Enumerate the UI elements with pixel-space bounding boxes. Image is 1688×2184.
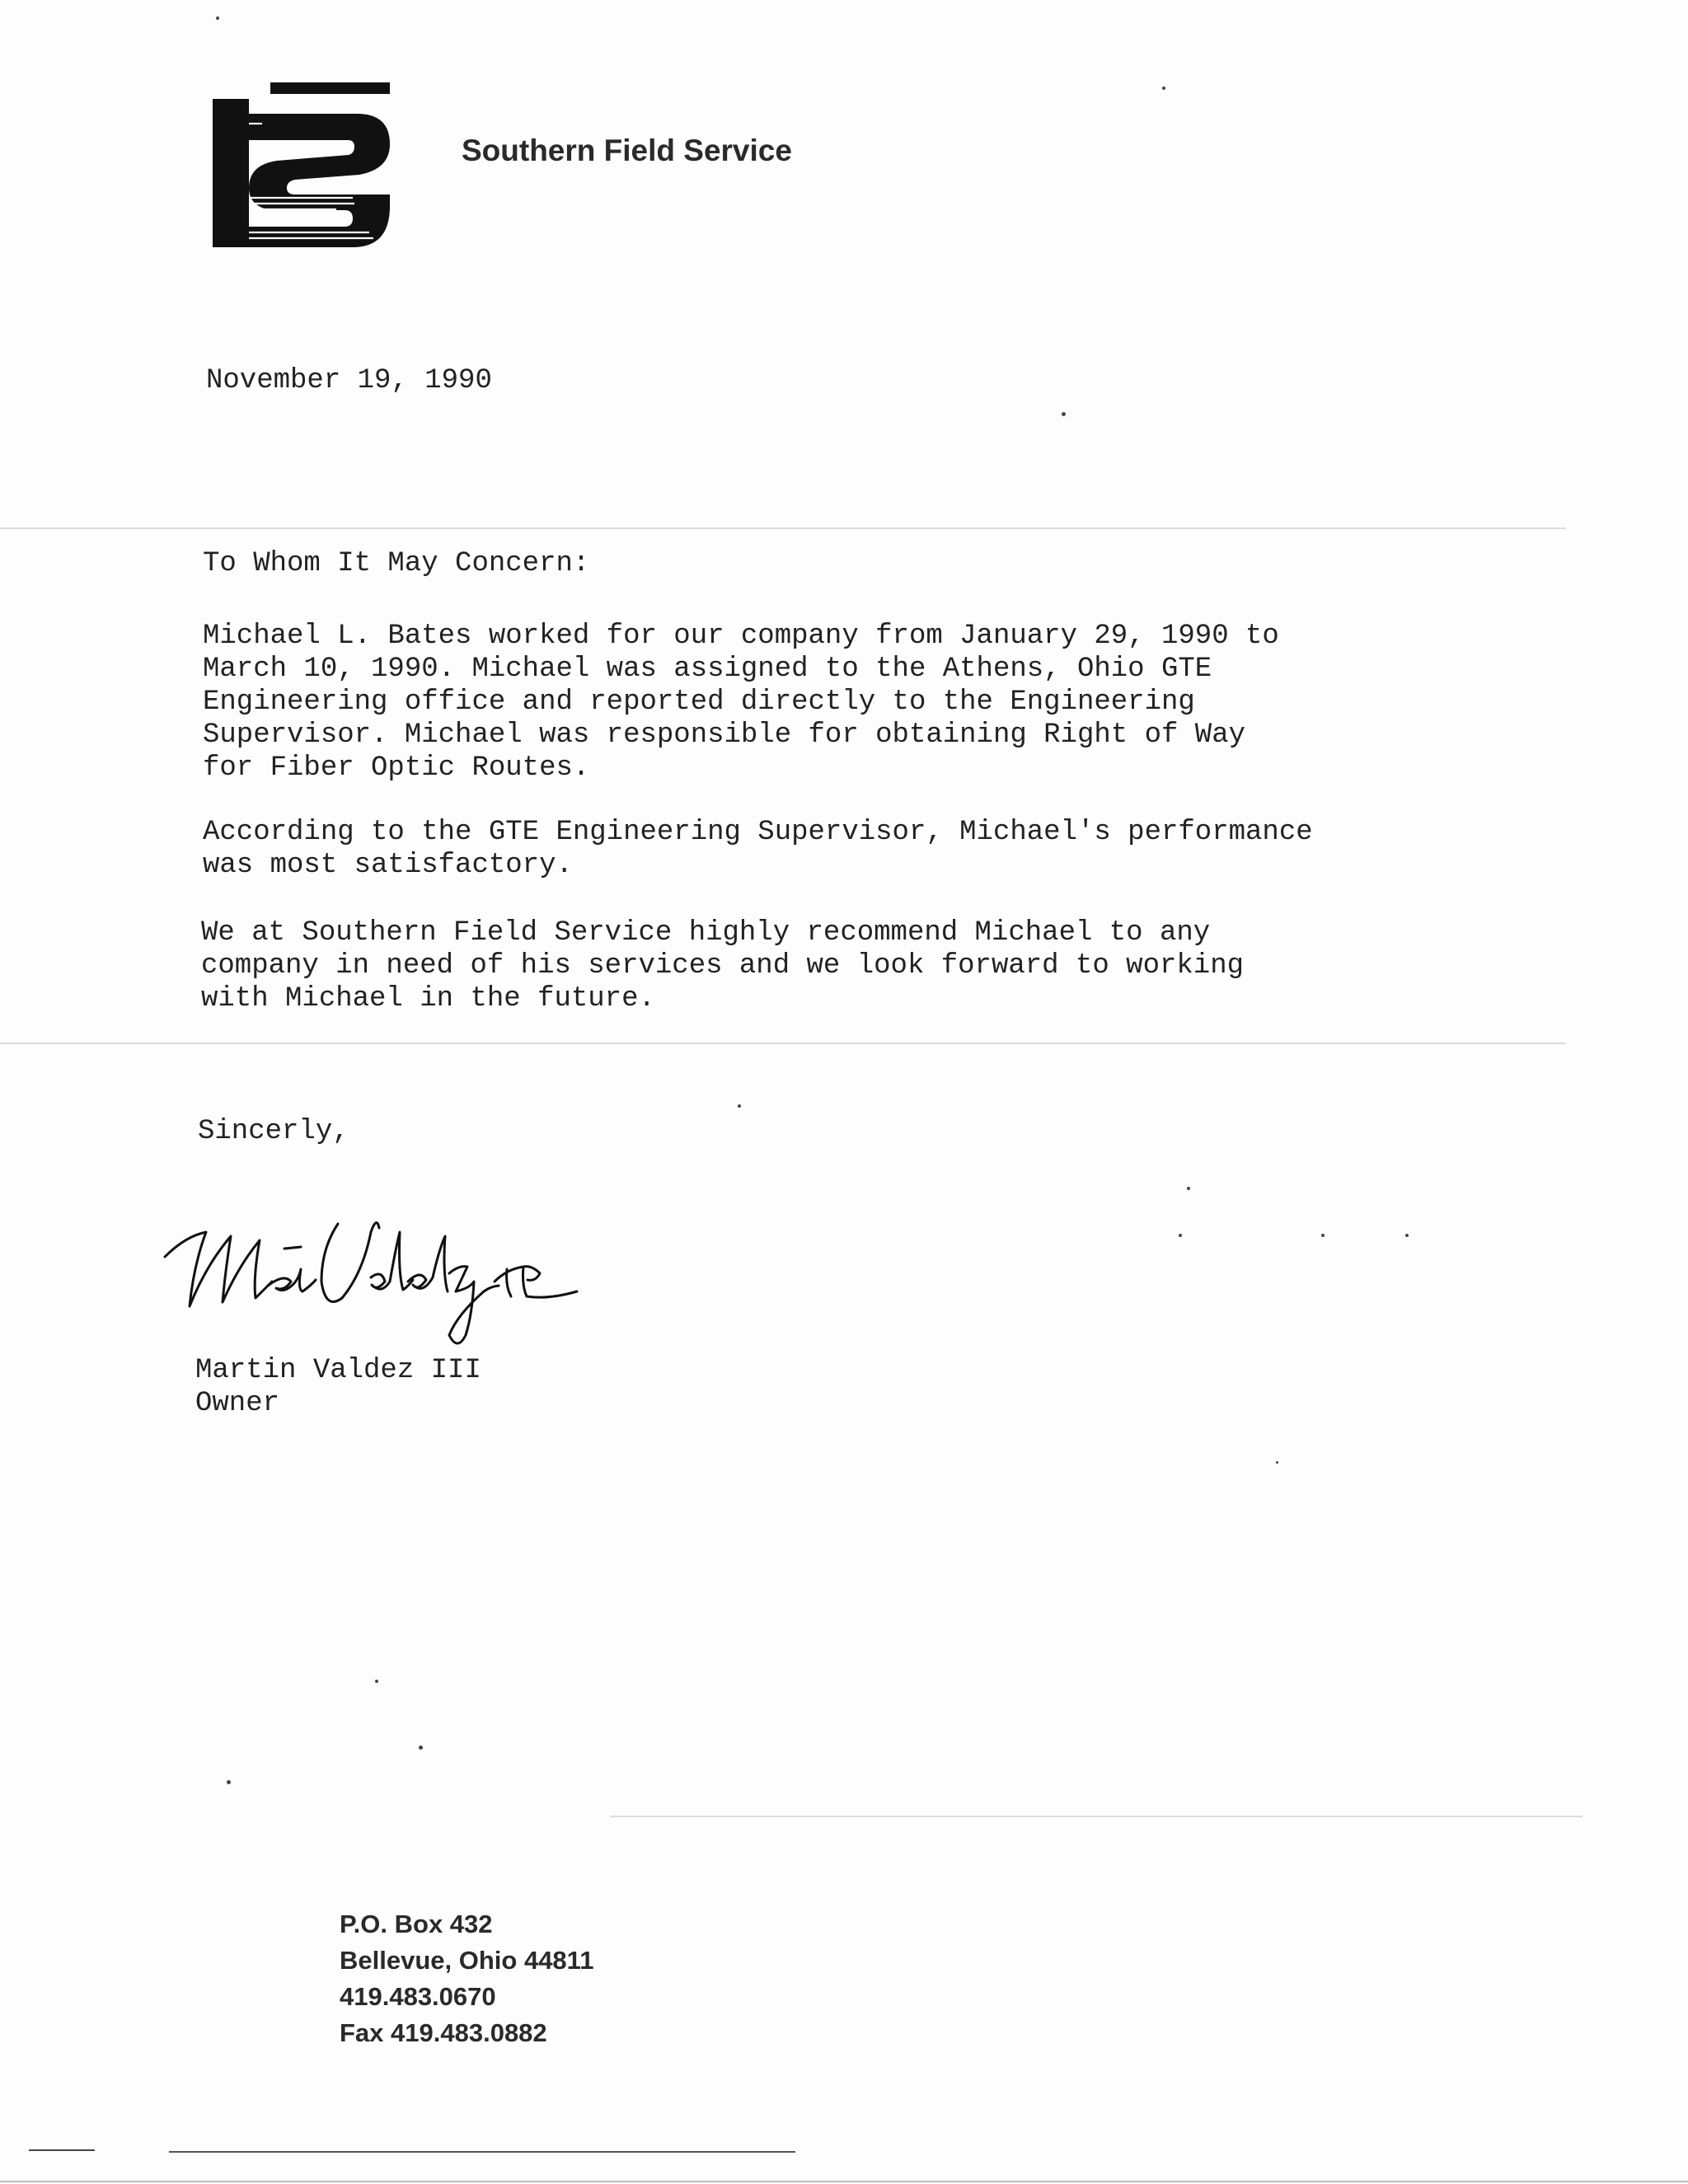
scan-line bbox=[0, 527, 1566, 529]
scan-speck bbox=[419, 1746, 423, 1750]
body-paragraph-2 bbox=[203, 816, 1554, 882]
scan-line bbox=[0, 1043, 1566, 1044]
scan-speck bbox=[1062, 412, 1066, 416]
paragraph-line: was most satisfactory. bbox=[203, 850, 573, 881]
paragraph-line: Supervisor. Michael was responsible for obtaining Right of Way bbox=[203, 719, 1246, 751]
scan-speck bbox=[375, 1680, 378, 1683]
company-name: Southern Field Service bbox=[462, 134, 792, 167]
scan-speck bbox=[227, 1780, 231, 1784]
scan-speck bbox=[1179, 1234, 1182, 1237]
sfs-logo-icon bbox=[213, 82, 390, 247]
body-paragraph-3 bbox=[201, 916, 1553, 1015]
scan-speck bbox=[1187, 1187, 1190, 1190]
paragraph-line: Michael L. Bates worked for our company from January 29, 1990 to bbox=[203, 621, 1279, 652]
scan-speck bbox=[738, 1104, 741, 1108]
fax-number: Fax 419.483.0882 bbox=[340, 2018, 547, 2047]
signer-name: Martin Valdez III bbox=[195, 1355, 481, 1386]
scan-speck bbox=[1321, 1234, 1325, 1237]
paragraph-line: for Fiber Optic Routes. bbox=[203, 752, 590, 784]
scan-speck bbox=[1162, 87, 1165, 90]
handwritten-signature bbox=[161, 1199, 589, 1356]
scan-line bbox=[169, 2151, 795, 2153]
signer-title: Owner bbox=[195, 1388, 280, 1419]
paragraph-line: Engineering office and reported directly to the Engineering bbox=[203, 687, 1195, 718]
scan-line bbox=[0, 2181, 1688, 2182]
scan-line bbox=[29, 2149, 95, 2151]
paragraph-line: with Michael in the future. bbox=[201, 983, 655, 1015]
closing: Sincerly, bbox=[198, 1116, 349, 1147]
letter-date: November 19, 1990 bbox=[206, 365, 492, 396]
paragraph-line: We at Southern Field Service highly recommend Michael to any bbox=[201, 917, 1211, 949]
body-paragraph-1 bbox=[203, 620, 1554, 785]
phone-number: 419.483.0670 bbox=[340, 1982, 496, 2011]
scan-speck bbox=[216, 16, 219, 20]
scan-speck bbox=[1405, 1234, 1409, 1237]
paragraph-line: March 10, 1990. Michael was assigned to the Athens, Ohio GTE bbox=[203, 654, 1212, 685]
scan-line bbox=[610, 1816, 1582, 1817]
paragraph-line: company in need of his services and we look forward to working bbox=[201, 950, 1245, 982]
address-line-1: P.O. Box 432 bbox=[340, 1910, 493, 1938]
address-line-2: Bellevue, Ohio 44811 bbox=[340, 1946, 594, 1975]
paragraph-line: According to the GTE Engineering Supervisor, Michael's performance bbox=[203, 817, 1313, 848]
company-address bbox=[340, 1906, 593, 2051]
salutation: To Whom It May Concern: bbox=[203, 548, 590, 579]
scan-speck bbox=[1276, 1461, 1278, 1464]
